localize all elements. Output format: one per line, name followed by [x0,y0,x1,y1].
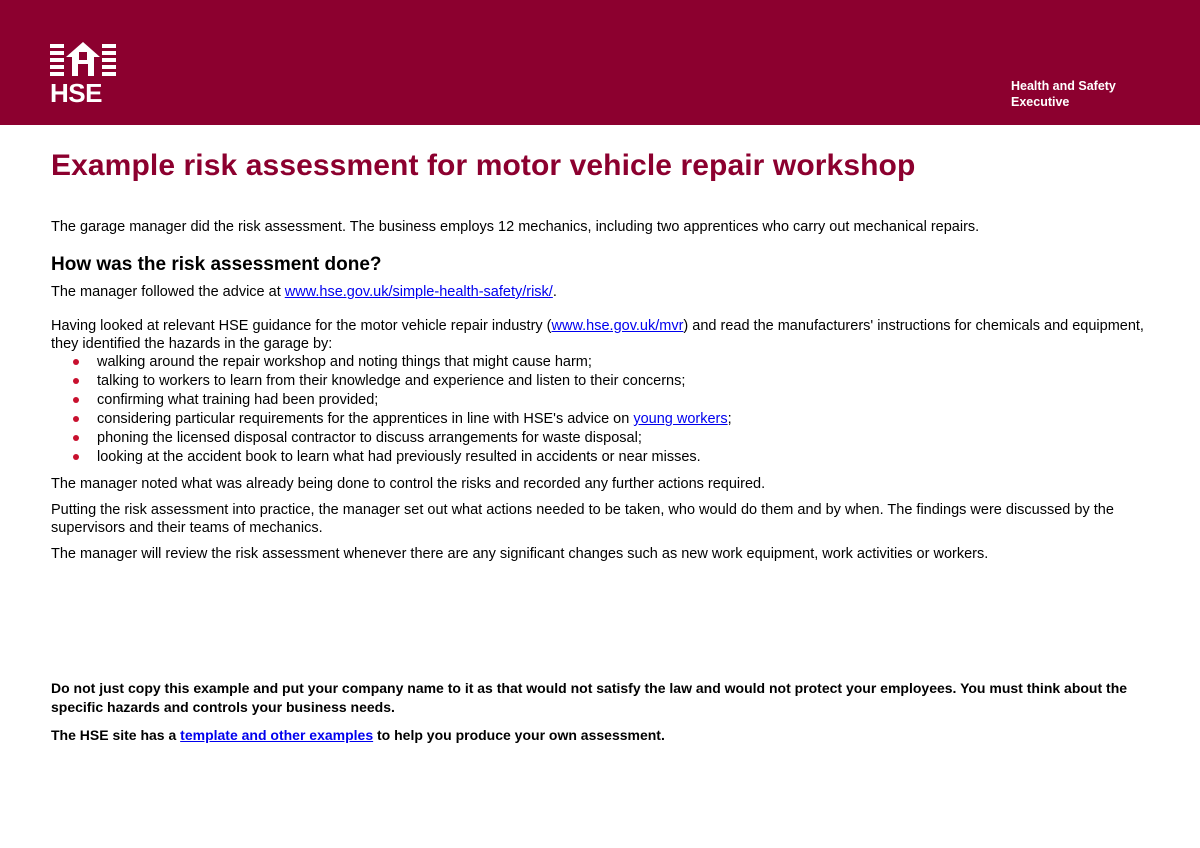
bullet-icon [73,435,79,441]
practice-paragraph: Putting the risk assessment into practice, the manager set out what actions needed to be taken, who would do them and by when. The findings were discussed by the supervisors and their teams of mechanics. [51,502,1114,536]
list-item-text: walking around the repair workshop and noting things that might cause harm; [97,354,592,370]
list-item [51,353,1151,372]
section-heading: How was the risk assessment done? [51,254,382,275]
advice-prefix: The manager followed the advice at [51,284,285,300]
review-paragraph: The manager will review the risk assessment whenever there are any significant changes such as new work equipment, work activities or workers. [51,546,989,562]
guidance-paragraph [51,317,1151,353]
list-item [51,429,1151,448]
list-item-text: confirming what training had been provided; [97,392,379,408]
hse-house-icon [50,42,116,80]
organisation-name-line2: Executive [1011,94,1070,109]
page-title: Example risk assessment for motor vehicle repair workshop [51,149,916,182]
list-item [51,391,1151,410]
disclaimer-paragraph: Do not just copy this example and put your company name to it as that would not satisfy the law and would not protect your employees. You must think about the specific hazards and controls your business needs. [51,680,1128,715]
advice-paragraph [51,283,1151,301]
template-suffix: to help you produce your own assessment. [373,727,665,743]
young-workers-link[interactable]: young workers [633,411,728,427]
bullet-icon [73,359,79,365]
header-banner [0,0,1200,125]
advice-suffix: . [552,284,557,300]
list-item [51,448,1151,467]
template-paragraph [51,726,1151,745]
hse-logo [50,42,116,106]
list-item-text: phoning the licensed disposal contractor to discuss arrangements for waste disposal; [97,430,642,446]
organisation-name-line1: Health and Safety [1011,79,1116,93]
hazard-identification-list [51,353,1151,467]
hse-logo-text: HSE [50,78,102,108]
risk-advice-link[interactable]: www.hse.gov.uk/simple-health-safety/risk/ [284,284,553,300]
controls-noted-paragraph: The manager noted what was already being done to control the risks and recorded any further actions required. [51,476,766,492]
mvr-guidance-link[interactable]: www.hse.gov.uk/mvr [551,318,684,334]
guidance-prefix: Having looked at relevant HSE guidance for the motor vehicle repair industry ( [51,318,552,334]
list-item-suffix: ; [727,411,732,427]
list-item-text: considering particular requirements for the apprentices in line with HSE's advice on [97,411,634,427]
bullet-icon [73,378,79,384]
list-item [51,372,1151,391]
bullet-icon [73,416,79,422]
list-item [51,410,1151,429]
bullet-icon [73,397,79,403]
bullet-icon [73,454,79,460]
intro-paragraph: The garage manager did the risk assessment. The business employs 12 mechanics, including two apprentices who carry out mechanical repairs. [51,219,980,235]
template-prefix: The HSE site has a [51,727,181,743]
template-examples-link[interactable]: template and other examples [180,727,374,743]
document-body [51,148,1151,745]
list-item-text: talking to workers to learn from their knowledge and experience and listen to their concerns; [97,373,686,389]
organisation-name [1011,79,1116,110]
list-item-text: looking at the accident book to learn what had previously resulted in accidents or near misses. [97,449,701,465]
guidance-suffix: ) and read the manufacturers' instructions for chemicals and equipment, they identified the hazards in the garage by: [51,318,1144,352]
